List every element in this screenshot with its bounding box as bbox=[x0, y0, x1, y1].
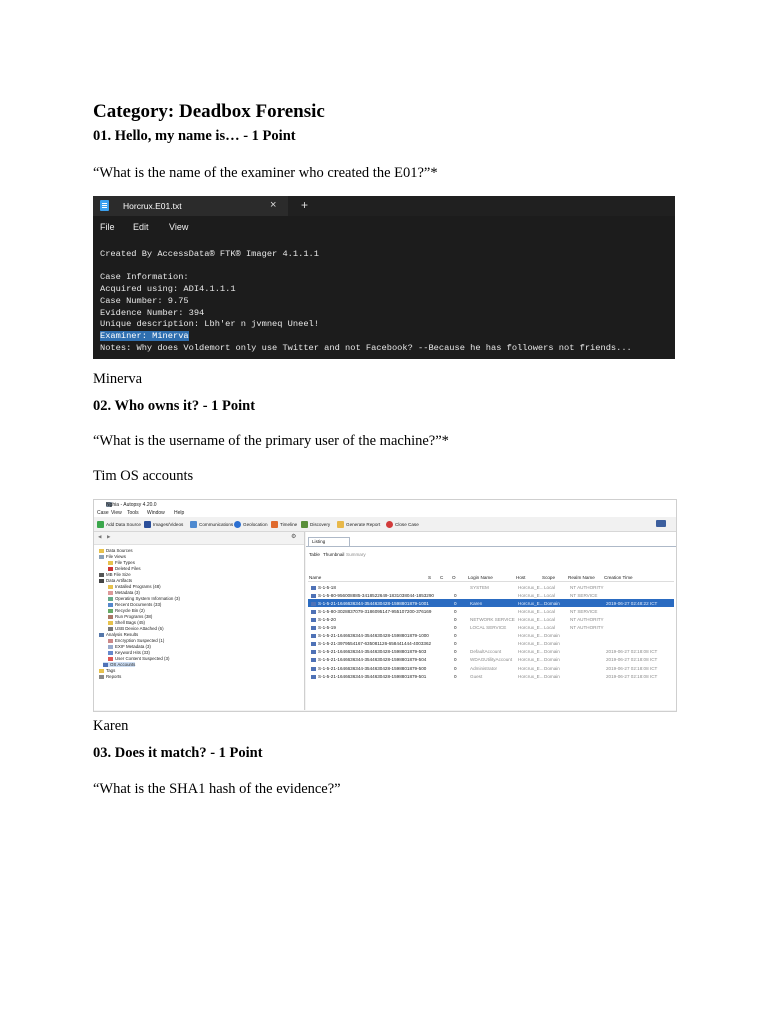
text-line: Unique description: Lbh'er n jvmneq Uneel! bbox=[100, 319, 319, 330]
answer-1: Minerva bbox=[93, 371, 143, 387]
communications-button[interactable]: Communications bbox=[190, 521, 233, 528]
table-cell: Domain bbox=[544, 665, 560, 671]
notepad-tab[interactable] bbox=[93, 196, 288, 216]
table-cell: 0 bbox=[454, 641, 457, 647]
column-header[interactable]: Scope bbox=[542, 575, 556, 580]
question-3-heading: 03. Does it match? - 1 Point bbox=[93, 745, 263, 761]
user-icon bbox=[311, 586, 316, 590]
table-cell: Horcrux_E... bbox=[518, 608, 544, 614]
table-cell: Karen bbox=[470, 600, 483, 606]
tree-item[interactable]: Keyword Hits (33) bbox=[108, 650, 150, 655]
tree-item[interactable]: Shell Bags (45) bbox=[108, 620, 145, 625]
table-cell: SYSTEM bbox=[470, 584, 489, 590]
table-row[interactable] bbox=[308, 615, 674, 623]
table-cell-name: S-1-5-20 bbox=[311, 617, 336, 622]
text-line-selected bbox=[100, 331, 632, 343]
table-cell: LOCAL SERVICE bbox=[470, 625, 507, 630]
column-header[interactable]: Realm Name bbox=[568, 575, 595, 580]
table-cell: Horcrux_E... bbox=[518, 625, 544, 630]
notepad-menu-bar bbox=[93, 216, 675, 236]
add-icon bbox=[97, 521, 104, 528]
selected-text: Examiner: Minerva bbox=[100, 330, 189, 341]
answer-2: Karen bbox=[93, 718, 129, 734]
table-cell: Horcrux_E... bbox=[518, 641, 544, 647]
column-header[interactable]: Creation Time bbox=[604, 575, 633, 580]
menu-help[interactable]: Help bbox=[174, 510, 185, 516]
table-cell: NT SERVICE bbox=[570, 608, 598, 614]
close-icon[interactable]: × bbox=[270, 199, 277, 211]
text-line: Acquired using: ADI4.1.1.1 bbox=[100, 284, 236, 295]
table-cell: 2019-06-27 02:18:08 ICT bbox=[606, 657, 658, 663]
table-cell: Horcrux_E... bbox=[518, 673, 544, 679]
autopsy-toolbar bbox=[94, 517, 676, 532]
table-cell-name: S-1-5-19 bbox=[311, 625, 336, 630]
table-cell: Horcrux_E... bbox=[518, 649, 544, 655]
user-icon bbox=[311, 634, 316, 638]
user-icon bbox=[311, 675, 316, 679]
user-icon bbox=[311, 667, 316, 671]
table-cell-name: S-1-5-21-1646636344-3544630428-1598801879-504 bbox=[311, 657, 426, 662]
new-tab-icon[interactable]: + bbox=[301, 198, 309, 212]
autopsy-title: Nghia - Autopsy 4.20.0 bbox=[106, 502, 157, 508]
table-cell: 2019-06-27 02:18:08 ICT bbox=[606, 665, 658, 671]
table-cell-name: S-1-5-21-1646636344-3544630428-1598801879-501 bbox=[311, 674, 426, 679]
text-line: Evidence Number: 394 bbox=[100, 307, 205, 318]
tab-listing[interactable]: Listing bbox=[308, 537, 350, 546]
notepad-screenshot bbox=[93, 196, 675, 359]
user-icon bbox=[311, 618, 316, 622]
question-3-text: “What is the SHA1 hash of the evidence?” bbox=[93, 781, 341, 797]
table-cell: 2019-06-27 02:48:22 ICT bbox=[606, 600, 658, 606]
tree-item[interactable]: Reports bbox=[99, 674, 121, 679]
table-cell: Horcrux_E... bbox=[518, 616, 544, 622]
column-header[interactable]: O bbox=[452, 575, 456, 580]
autopsy-screenshot bbox=[93, 499, 677, 712]
menu-tools[interactable]: Tools bbox=[127, 510, 139, 516]
discovery-icon bbox=[301, 521, 308, 528]
table-cell: 0 bbox=[454, 592, 457, 598]
category-heading: Category: Deadbox Forensic bbox=[93, 101, 325, 122]
subtab-thumbnail[interactable]: Thumbnail bbox=[323, 552, 345, 557]
autopsy-tree-panel bbox=[94, 532, 305, 710]
tab-divider bbox=[306, 546, 676, 547]
question-2-note: Tim OS accounts bbox=[93, 468, 194, 484]
question-1-text: “What is the name of the examiner who created the E01?”* bbox=[93, 165, 438, 181]
column-header[interactable]: Host bbox=[516, 575, 526, 580]
table-row[interactable] bbox=[308, 648, 674, 656]
table-cell: Domain bbox=[544, 600, 560, 606]
text-line: Created By AccessData® FTK® Imager 4.1.1.1 bbox=[100, 249, 319, 259]
keyword-search-icon[interactable] bbox=[656, 520, 668, 527]
generate-report-button[interactable]: Generate Report bbox=[337, 521, 380, 528]
notepad-text-area[interactable] bbox=[100, 249, 632, 354]
table-cell: NETWORK SERVICE bbox=[470, 616, 515, 622]
subtab-summary[interactable]: Summary bbox=[346, 552, 366, 557]
table-cell-name: S-1-5-21-3979554167-635081126-658441444-4003362 bbox=[311, 641, 431, 646]
map-pin-icon bbox=[234, 521, 241, 528]
table-cell: 0 bbox=[454, 625, 457, 630]
question-2-text: “What is the username of the primary user of the machine?”* bbox=[93, 433, 449, 449]
table-cell: Domain bbox=[544, 633, 560, 639]
user-icon bbox=[311, 626, 316, 630]
menu-case[interactable]: Case bbox=[97, 510, 109, 516]
table-cell: Domain bbox=[544, 657, 560, 663]
autopsy-title-bar bbox=[94, 500, 676, 509]
images-icon bbox=[144, 521, 151, 528]
table-cell-name: S-1-5-21-1646636344-3544630428-1598801879-503 bbox=[311, 649, 426, 654]
table-cell-name: S-1-5-21-1646636344-3544630428-1598801879-1000 bbox=[311, 633, 429, 638]
tree-item[interactable]: Installed Programs (48) bbox=[108, 584, 161, 589]
text-line bbox=[100, 261, 632, 273]
table-cell: 0 bbox=[454, 657, 457, 663]
tree-item-os-accounts[interactable]: OS Accounts bbox=[103, 662, 135, 667]
table-cell: Horcrux_E... bbox=[518, 633, 544, 639]
close-case-button[interactable]: Close Case bbox=[386, 521, 419, 528]
tree-item[interactable]: Deleted Files bbox=[108, 566, 141, 571]
user-icon bbox=[311, 594, 316, 598]
tree-item[interactable]: Encryption Suspected (1) bbox=[108, 638, 164, 643]
table-cell: Horcrux_E... bbox=[518, 600, 544, 606]
table-cell: Domain bbox=[544, 641, 560, 647]
text-line: Notes: Why does Voldemort only use Twitter and not Facebook? --Because he has followers not friends... bbox=[100, 342, 632, 353]
gear-icon[interactable]: ⚙ bbox=[291, 534, 297, 540]
menu-view[interactable]: View bbox=[111, 510, 122, 516]
tree-item[interactable]: Recent Documents (33) bbox=[108, 602, 161, 607]
back-icon[interactable]: ◀ bbox=[98, 534, 102, 539]
column-header[interactable]: Login Name bbox=[468, 575, 493, 580]
column-header[interactable]: Name bbox=[309, 575, 322, 580]
table-cell: 2019-06-27 02:18:08 ICT bbox=[606, 673, 658, 679]
text-line: Case Information: bbox=[100, 272, 189, 283]
table-row[interactable] bbox=[308, 656, 674, 664]
table-cell: Local bbox=[544, 608, 555, 614]
user-icon bbox=[311, 610, 316, 614]
table-cell-name: S-1-5-21-1646636344-3544630428-1598801879-1001 bbox=[311, 601, 429, 606]
subtab-table[interactable]: Table bbox=[309, 552, 320, 557]
table-cell: 0 bbox=[454, 600, 457, 606]
tree-item[interactable]: Tags bbox=[99, 668, 115, 673]
close-case-icon bbox=[386, 521, 393, 528]
table-cell: Local bbox=[544, 584, 555, 590]
menu-window[interactable]: Window bbox=[147, 510, 165, 516]
menu-file[interactable]: File bbox=[100, 222, 115, 232]
tree-item[interactable]: File Types bbox=[108, 560, 135, 565]
discovery-button[interactable]: Discovery bbox=[301, 521, 330, 528]
table-row[interactable] bbox=[308, 583, 674, 591]
tree-item[interactable]: Data Sources bbox=[99, 548, 133, 553]
images-videos-button[interactable]: Images/Videos bbox=[144, 521, 183, 528]
question-1-heading: 01. Hello, my name is… - 1 Point bbox=[93, 128, 296, 144]
table-row-selected[interactable] bbox=[308, 599, 674, 607]
table-cell: WDAGUtilityAccount bbox=[470, 657, 513, 663]
table-cell: Horcrux_E... bbox=[518, 592, 544, 598]
table-cell: Local bbox=[544, 616, 555, 622]
tree-item[interactable]: Metadata (3) bbox=[108, 590, 140, 595]
question-2-heading: 02. Who owns it? - 1 Point bbox=[93, 398, 256, 414]
user-icon bbox=[311, 658, 316, 662]
tree-item[interactable]: EXIF Metadata (3) bbox=[108, 644, 151, 649]
table-row[interactable] bbox=[308, 624, 674, 632]
timeline-icon bbox=[271, 521, 278, 528]
table-cell: NT AUTHORITY bbox=[570, 584, 604, 590]
user-icon bbox=[311, 602, 316, 606]
tree-item[interactable]: Analysis Results bbox=[99, 632, 138, 637]
table-cell: Administrator bbox=[470, 665, 498, 671]
table-cell-name: S-1-5-18 bbox=[311, 585, 336, 590]
table-cell: DefaultAccount bbox=[470, 649, 502, 655]
notepad-icon bbox=[100, 200, 109, 211]
text-line: Case Number: 9.75 bbox=[100, 295, 189, 306]
table-row[interactable] bbox=[308, 607, 674, 615]
table-row[interactable] bbox=[308, 672, 674, 680]
table-cell: Domain bbox=[544, 649, 560, 655]
tree-item[interactable]: Operating System Information (3) bbox=[108, 596, 180, 601]
tree-item[interactable]: MB File Size bbox=[99, 572, 131, 577]
table-row[interactable] bbox=[308, 640, 674, 648]
table-cell: Guest bbox=[470, 673, 483, 679]
table-cell: Horcrux_E... bbox=[518, 584, 544, 590]
tree-item[interactable]: Run Programs (38) bbox=[108, 614, 152, 619]
column-header[interactable]: C bbox=[440, 575, 444, 580]
tree-item[interactable]: User Content Suspected (3) bbox=[108, 656, 169, 661]
table-cell: Local bbox=[544, 625, 555, 630]
autopsy-result-panel bbox=[306, 532, 676, 710]
table-cell: NT SERVICE bbox=[570, 592, 598, 598]
table-cell: 0 bbox=[454, 673, 457, 679]
table-cell: Domain bbox=[544, 673, 560, 679]
tree-item[interactable]: USB Device Attached (6) bbox=[108, 626, 164, 631]
tree-item[interactable]: Data Artifacts bbox=[99, 578, 132, 583]
menu-edit[interactable]: Edit bbox=[133, 222, 149, 232]
forward-icon[interactable]: ▶ bbox=[107, 534, 111, 539]
geolocation-button[interactable]: Geolocation bbox=[234, 521, 268, 528]
table-row[interactable] bbox=[308, 664, 674, 672]
table-cell-name: S-1-5-80-956008885-3418522649-1831038044-1853290 bbox=[311, 593, 434, 598]
table-row[interactable] bbox=[308, 632, 674, 640]
table-row[interactable] bbox=[308, 591, 674, 599]
table-cell: 0 bbox=[454, 665, 457, 671]
table-cell: NT AUTHORITY bbox=[570, 616, 604, 622]
report-icon bbox=[337, 521, 344, 528]
table-cell: 0 bbox=[454, 616, 457, 622]
tree-item[interactable]: Recycle Bin (2) bbox=[108, 608, 145, 613]
add-data-source-button[interactable]: Add Data Source bbox=[97, 521, 141, 528]
table-cell: 0 bbox=[454, 649, 457, 655]
user-icon bbox=[311, 650, 316, 654]
table-cell: 2019-06-27 02:18:08 ICT bbox=[606, 649, 658, 655]
column-header[interactable]: S bbox=[428, 575, 432, 580]
user-icon bbox=[311, 642, 316, 646]
table-cell: Local bbox=[544, 592, 555, 598]
table-cell: 0 bbox=[454, 608, 457, 614]
tree-item[interactable]: File Views bbox=[99, 554, 126, 559]
notepad-tab-title: Horcrux.E01.txt bbox=[123, 201, 182, 211]
table-cell: 0 bbox=[454, 633, 457, 639]
table-cell-name: S-1-5-21-1646636344-3544630428-1598801879-500 bbox=[311, 666, 426, 671]
table-cell: Horcrux_E... bbox=[518, 665, 544, 671]
communications-icon bbox=[190, 521, 197, 528]
tree-nav-bar bbox=[94, 532, 304, 545]
notepad-tab-bar bbox=[93, 196, 675, 216]
menu-view[interactable]: View bbox=[169, 222, 189, 232]
timeline-button[interactable]: Timeline bbox=[271, 521, 297, 528]
table-cell-name: S-1-5-80-3028837079-3186095147-955107200-376169 bbox=[311, 609, 431, 614]
autopsy-menu-bar bbox=[94, 509, 676, 517]
table-cell: NT AUTHORITY bbox=[570, 625, 604, 630]
table-cell: Horcrux_E... bbox=[518, 657, 544, 663]
